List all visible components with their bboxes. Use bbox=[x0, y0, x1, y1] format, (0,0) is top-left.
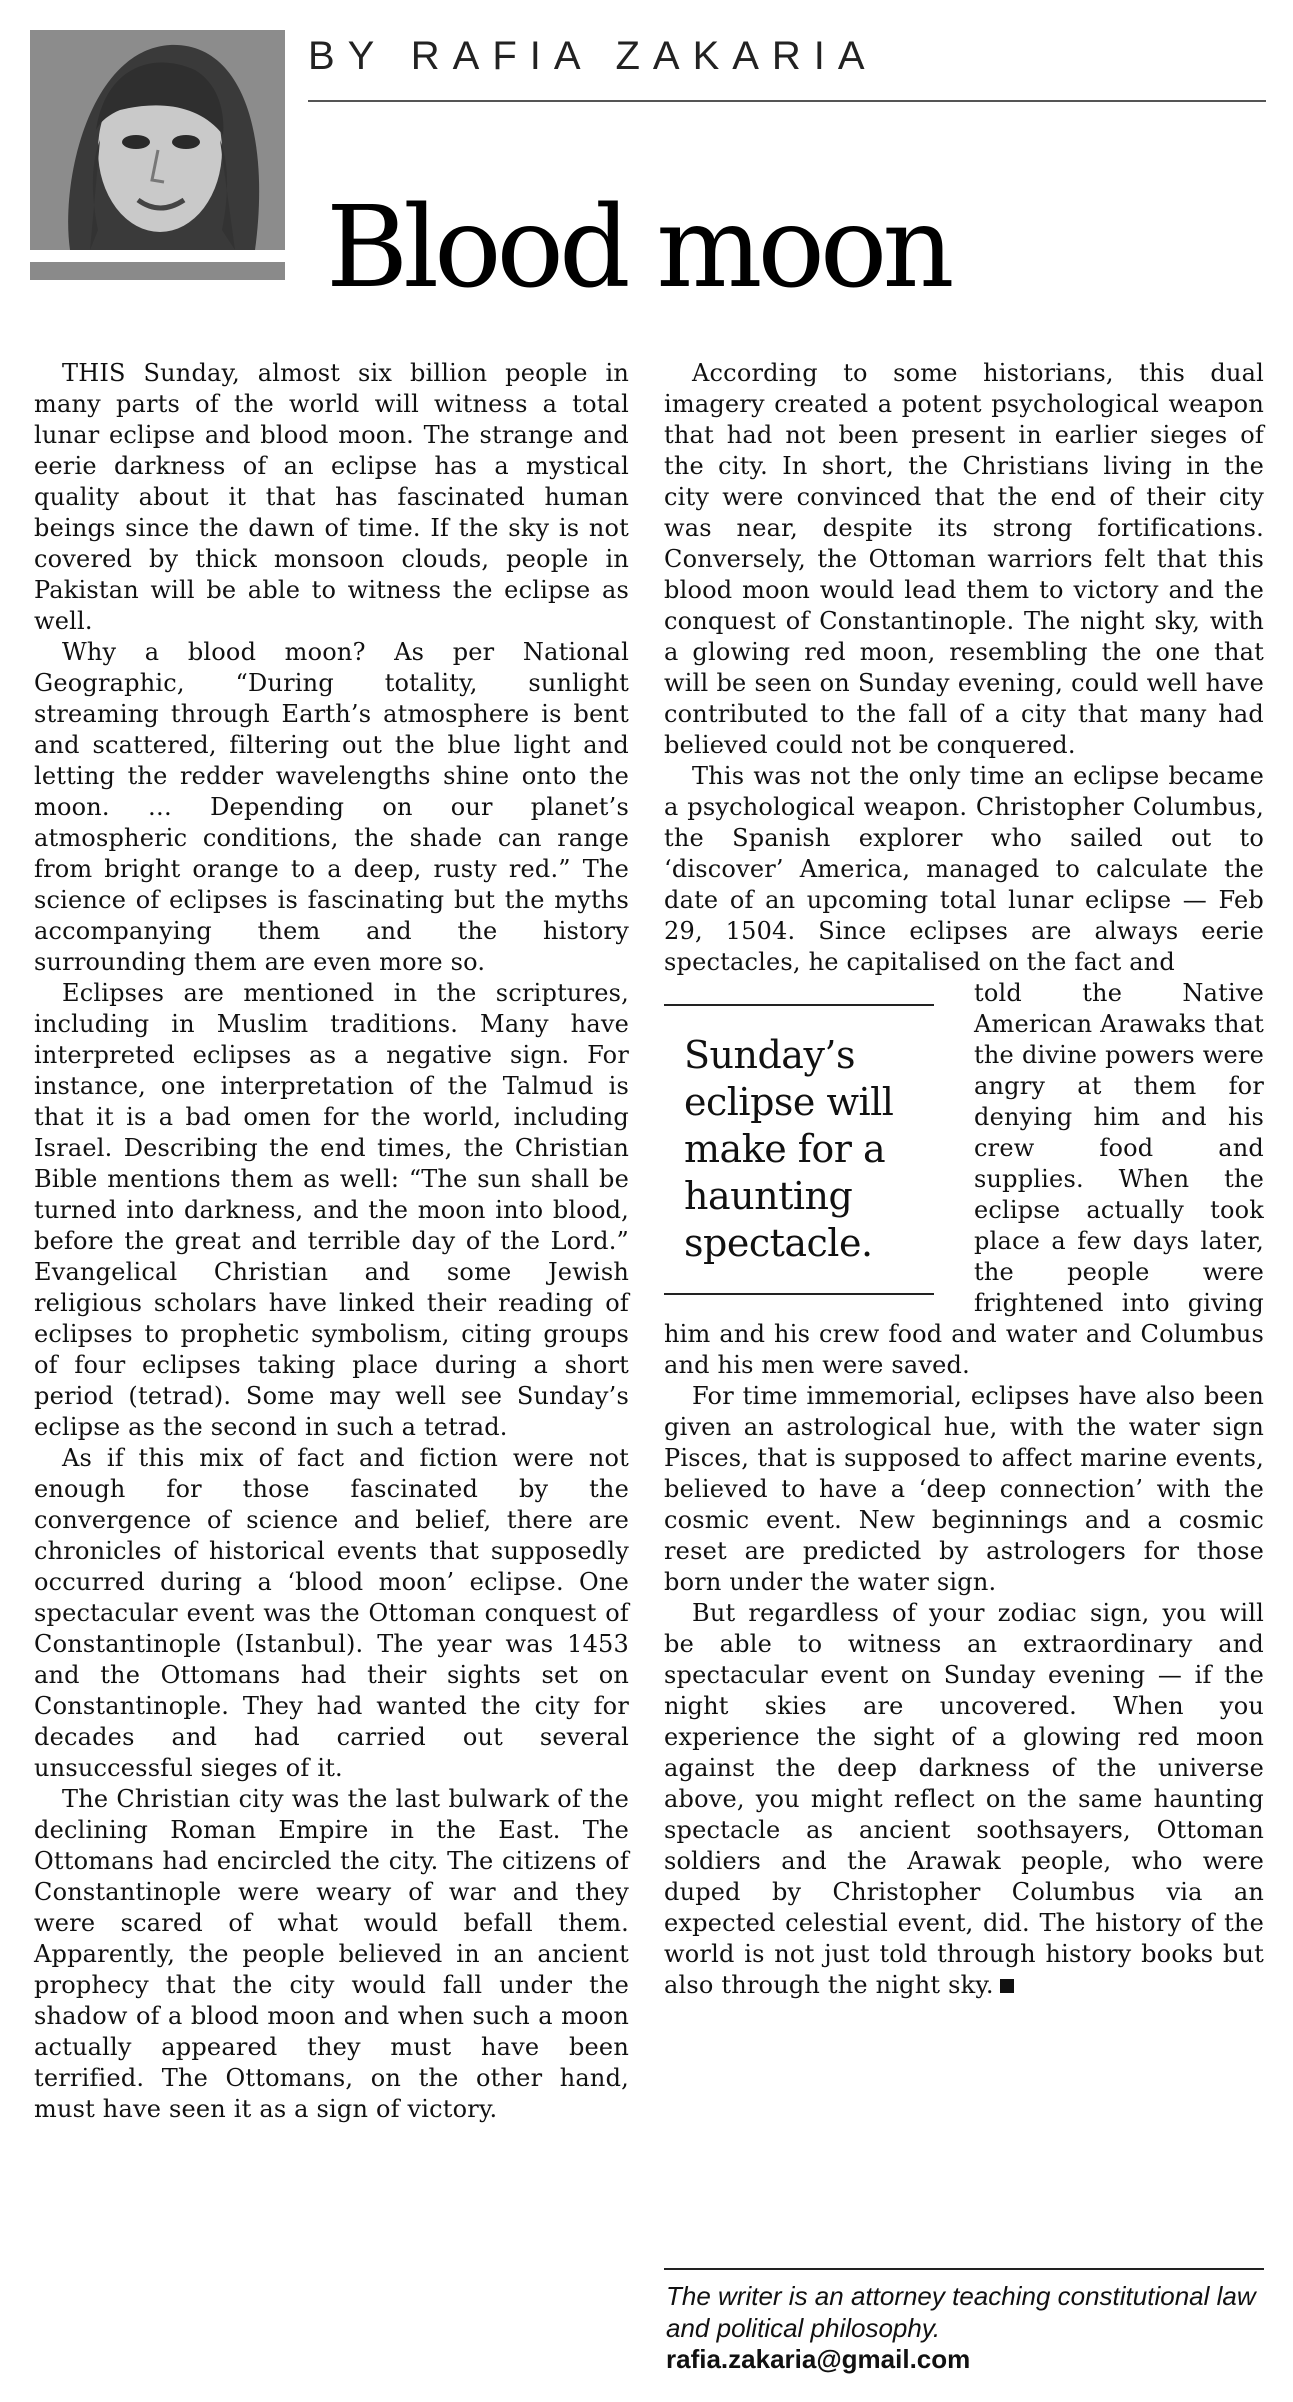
paragraph: The Christian city was the last bulwark of the declining Roman Empire in the East. The Ottomans had encircled the city. The citizens of Constantinople were weary of war and they were scared of what would befall them. Apparently, the people believed in an ancient prophecy that the city would fall under the shadow of a blood moon and when such a moon actually appeared they must have been terrified. The Ottomans, on the other hand, must have seen it as a sign of victory. bbox=[34, 1785, 629, 2123]
paragraph-text: But regardless of your zodiac sign, you will be able to witness an extraordinary and spectacular event on Sunday evening — if the night skies are uncovered. When you experience the sight of a glowing red moon against the deep darkness of the universe above, you might reflect on the same haunting spectacle as ancient soothsayers, Ottoman soldiers and the Arawak people, who were duped by Christopher Columbus via an expected celestial event, did. The history of the world is not just told through history books but also through the night sky. bbox=[664, 1599, 1264, 1999]
tagline-rule bbox=[664, 2268, 1264, 2270]
paragraph: This was not the only time an eclipse became a psychological weapon. Christopher Columbus, the Spanish explorer who sailed out to ‘discover’ America, managed to calculate the date of an upcoming total lunar eclipse — Feb 29, 1504. Since eclipses are always eerie spectacles, he capitalised on the fact and bbox=[664, 762, 1264, 976]
author-photo bbox=[30, 30, 285, 250]
author-email: rafia.zakaria@gmail.com bbox=[666, 2344, 971, 2374]
paragraph: For time immemorial, eclipses have also been given an astrological hue, with the water sign Pisces, that is supposed to affect marine events, believed to have a ‘deep connection’ with the cosmic event. New beginnings and a cosmic reset are predicted by astrologers for those born under the water sign. bbox=[664, 1382, 1264, 1596]
headline: Blood moon bbox=[326, 183, 950, 313]
column-left bbox=[34, 358, 629, 2125]
column-right bbox=[664, 358, 1264, 2001]
author-tagline: The writer is an attorney teaching constitutional law and political philosophy. bbox=[666, 2281, 1256, 2343]
author-portrait-icon bbox=[30, 30, 285, 250]
paragraph: According to some historians, this dual imagery created a potent psychological weapon that had not been present in earlier sieges of the city. In short, the Christians living in the city were convinced that the end of their city was near, despite its strong fortifications. Conversely, the Ottoman warriors felt that this blood moon would lead them to victory and the conquest of Constantinople. The night sky, with a glowing red moon, resembling the one that will be seen on Sunday evening, could well have contributed to the fall of a city that many had believed could not be conquered. bbox=[664, 359, 1264, 759]
byline-rule bbox=[308, 100, 1266, 102]
paragraph: Why a blood moon? As per National Geographic, “During totality, sunlight streaming through Earth’s atmosphere is bent and scattered, filtering out the blue light and letting the redder wavelengths shine onto the moon. … Depending on our planet’s atmospheric conditions, the shade can range from bright orange to a deep, rusty red.” The science of eclipses is fascinating but the myths accompanying them and the history surrounding them are even more so. bbox=[34, 638, 629, 976]
paragraph: Eclipses are mentioned in the scriptures, including in Muslim traditions. Many have interpreted eclipses as a negative sign. For instance, one interpretation of the Talmud is that it is a bad omen for the world, including Israel. Describing the end times, the Christian Bible mentions them as well: “The sun shall be turned into darkness, and the moon into blood, before the great and terrible day of the Lord.” Evangelical Christian and some Jewish religious scholars have linked their reading of eclipses to prophetic symbolism, citing groups of four eclipses taking place during a short period (tetrad). Some may well see Sunday’s eclipse as the second in such a tetrad. bbox=[34, 979, 629, 1441]
byline: BY RAFIA ZAKARIA bbox=[308, 34, 878, 78]
paragraph bbox=[664, 1598, 1264, 2001]
pull-quote: Sunday’s eclipse will make for a haunting spectacle. bbox=[664, 1004, 934, 1295]
paragraph: As if this mix of fact and fiction were not enough for those fascinated by the convergence of science and belief, there are chronicles of historical events that supposedly occurred during a ‘blood moon’ eclipse. One spectacular event was the Ottoman conquest of Constantinople (Istanbul). The year was 1453 and the Ottomans had their sights set on Constantinople. They had wanted the city for decades and had carried out several unsuccessful sieges of it. bbox=[34, 1444, 629, 1782]
photo-accent-bar bbox=[30, 262, 285, 280]
paragraph: THIS Sunday, almost six billion people in many parts of the world will witness a total lunar eclipse and blood moon. The strange and eerie darkness of an eclipse has a mystical quality about it that has fascinated human beings since the dawn of time. If the sky is not covered by thick monsoon clouds, people in Pakistan will be able to witness the eclipse as well. bbox=[34, 359, 629, 635]
paragraph: told the Native American Arawaks that the divine powers were angry at them for denying him and his crew food and supplies. When the eclipse actually took place a few days later, the people were frightened into giving him and his crew food and water and Columbus and his men were saved. bbox=[664, 979, 1264, 1379]
square-end-mark-icon bbox=[1000, 1979, 1014, 1993]
